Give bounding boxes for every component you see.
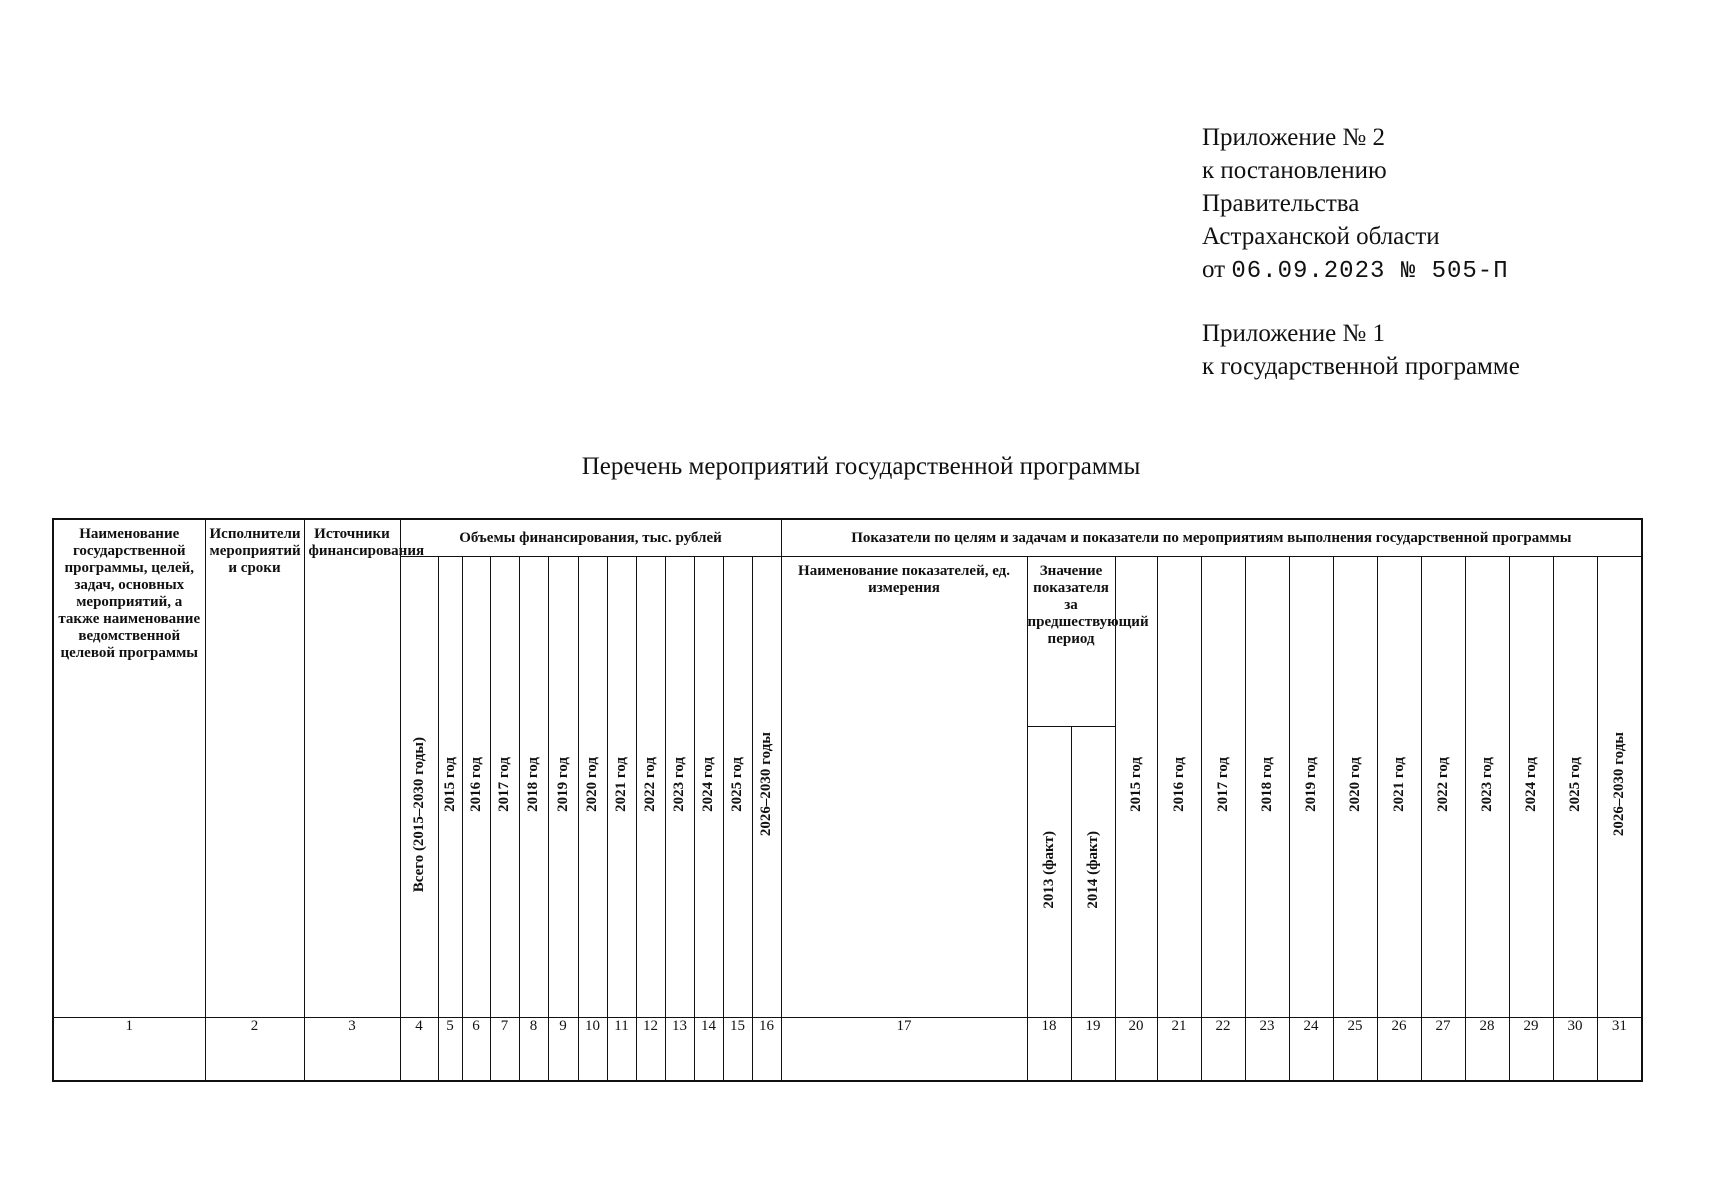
- indicator-2026-2030-col: 2026–2030 годы: [1597, 557, 1642, 1018]
- column-number: 16: [752, 1018, 781, 1082]
- indicator-2017-col: 2017 год: [1201, 557, 1245, 1018]
- column-number: 31: [1597, 1018, 1642, 1082]
- header-executors: Исполнители мероприятий и сроки: [205, 519, 304, 1018]
- funding-total-col: Всего (2015–2030 годы): [400, 557, 438, 1018]
- column-number: 24: [1289, 1018, 1333, 1082]
- indicator-2024-col: 2024 год: [1509, 557, 1553, 1018]
- funding-2015-col: 2015 год: [438, 557, 462, 1018]
- header-prev-period: Значение показателя за предшествующий период: [1027, 557, 1115, 727]
- column-number: 27: [1421, 1018, 1465, 1082]
- header-funding-volumes: Объемы финансирования, тыс. рублей: [400, 519, 781, 557]
- column-number: 1: [53, 1018, 205, 1082]
- decree-line: [1202, 253, 1509, 288]
- decree-date-number: 06.09.2023 № 505-П: [1231, 258, 1509, 285]
- header-program-name: Наименование государственной программы, целей, задач, основных мероприятий, а также наименование ведомственной целевой программы: [53, 519, 205, 1018]
- measures-table: [52, 518, 1643, 1082]
- column-number: 3: [304, 1018, 400, 1082]
- indicator-2019-col: 2019 год: [1289, 557, 1333, 1018]
- funding-2016-col: 2016 год: [462, 557, 490, 1018]
- column-number: 29: [1509, 1018, 1553, 1082]
- header-indicators: Показатели по целям и задачам и показатели по мероприятиям выполнения государственной программы: [781, 519, 1642, 557]
- column-number: 15: [723, 1018, 752, 1082]
- appendix-2-line-2: к постановлению: [1202, 157, 1387, 184]
- funding-2021-col: 2021 год: [607, 557, 636, 1018]
- funding-2023-col: 2023 год: [665, 557, 694, 1018]
- funding-2018-col: 2018 год: [519, 557, 548, 1018]
- column-number: 12: [636, 1018, 665, 1082]
- column-number: 8: [519, 1018, 548, 1082]
- funding-2017-col: 2017 год: [490, 557, 519, 1018]
- appendix-1-line-1: Приложение № 1: [1202, 320, 1386, 347]
- column-number: 23: [1245, 1018, 1289, 1082]
- column-number: 13: [665, 1018, 694, 1082]
- column-number: 5: [438, 1018, 462, 1082]
- document-title: Перечень мероприятий государственной программы: [581, 453, 1141, 480]
- appendix-2-line-4: Астраханской области: [1202, 223, 1440, 250]
- appendix-1-block: [1202, 317, 1520, 383]
- column-numbers-row: [53, 1018, 1642, 1082]
- column-number: 25: [1333, 1018, 1377, 1082]
- funding-2019-col: 2019 год: [548, 557, 578, 1018]
- column-number: 19: [1071, 1018, 1115, 1082]
- indicator-2020-col: 2020 год: [1333, 557, 1377, 1018]
- column-number: 26: [1377, 1018, 1421, 1082]
- decree-prefix: от: [1202, 256, 1232, 283]
- column-number: 7: [490, 1018, 519, 1082]
- column-number: 6: [462, 1018, 490, 1082]
- prev-2014-col: 2014 (факт): [1071, 727, 1115, 1018]
- column-number: 10: [578, 1018, 607, 1082]
- column-number: 28: [1465, 1018, 1509, 1082]
- funding-2025-col: 2025 год: [723, 557, 752, 1018]
- prev-2013-col: 2013 (факт): [1027, 727, 1071, 1018]
- column-number: 9: [548, 1018, 578, 1082]
- column-number: 14: [694, 1018, 723, 1082]
- column-number: 11: [607, 1018, 636, 1082]
- header-indicator-name: Наименование показателей, ед. измерения: [781, 557, 1027, 1018]
- funding-2026-2030-col: 2026–2030 годы: [752, 557, 781, 1018]
- indicator-2018-col: 2018 год: [1245, 557, 1289, 1018]
- column-number: 22: [1201, 1018, 1245, 1082]
- column-number: 4: [400, 1018, 438, 1082]
- appendix-2-line-3: Правительства: [1202, 190, 1360, 217]
- indicator-2016-col: 2016 год: [1157, 557, 1201, 1018]
- funding-2020-col: 2020 год: [578, 557, 607, 1018]
- indicator-2015-col: 2015 год: [1115, 557, 1157, 1018]
- header-funding-sources: Источники финансирования: [304, 519, 400, 1018]
- appendix-2-block: [1202, 121, 1509, 288]
- column-number: 2: [205, 1018, 304, 1082]
- indicator-2021-col: 2021 год: [1377, 557, 1421, 1018]
- indicator-2025-col: 2025 год: [1553, 557, 1597, 1018]
- indicator-2023-col: 2023 год: [1465, 557, 1509, 1018]
- appendix-1-line-2: к государственной программе: [1202, 353, 1520, 380]
- appendix-2-line-1: Приложение № 2: [1202, 124, 1386, 151]
- column-number: 18: [1027, 1018, 1071, 1082]
- column-number: 17: [781, 1018, 1027, 1082]
- column-number: 20: [1115, 1018, 1157, 1082]
- indicator-2022-col: 2022 год: [1421, 557, 1465, 1018]
- column-number: 30: [1553, 1018, 1597, 1082]
- funding-2024-col: 2024 год: [694, 557, 723, 1018]
- funding-2022-col: 2022 год: [636, 557, 665, 1018]
- column-number: 21: [1157, 1018, 1201, 1082]
